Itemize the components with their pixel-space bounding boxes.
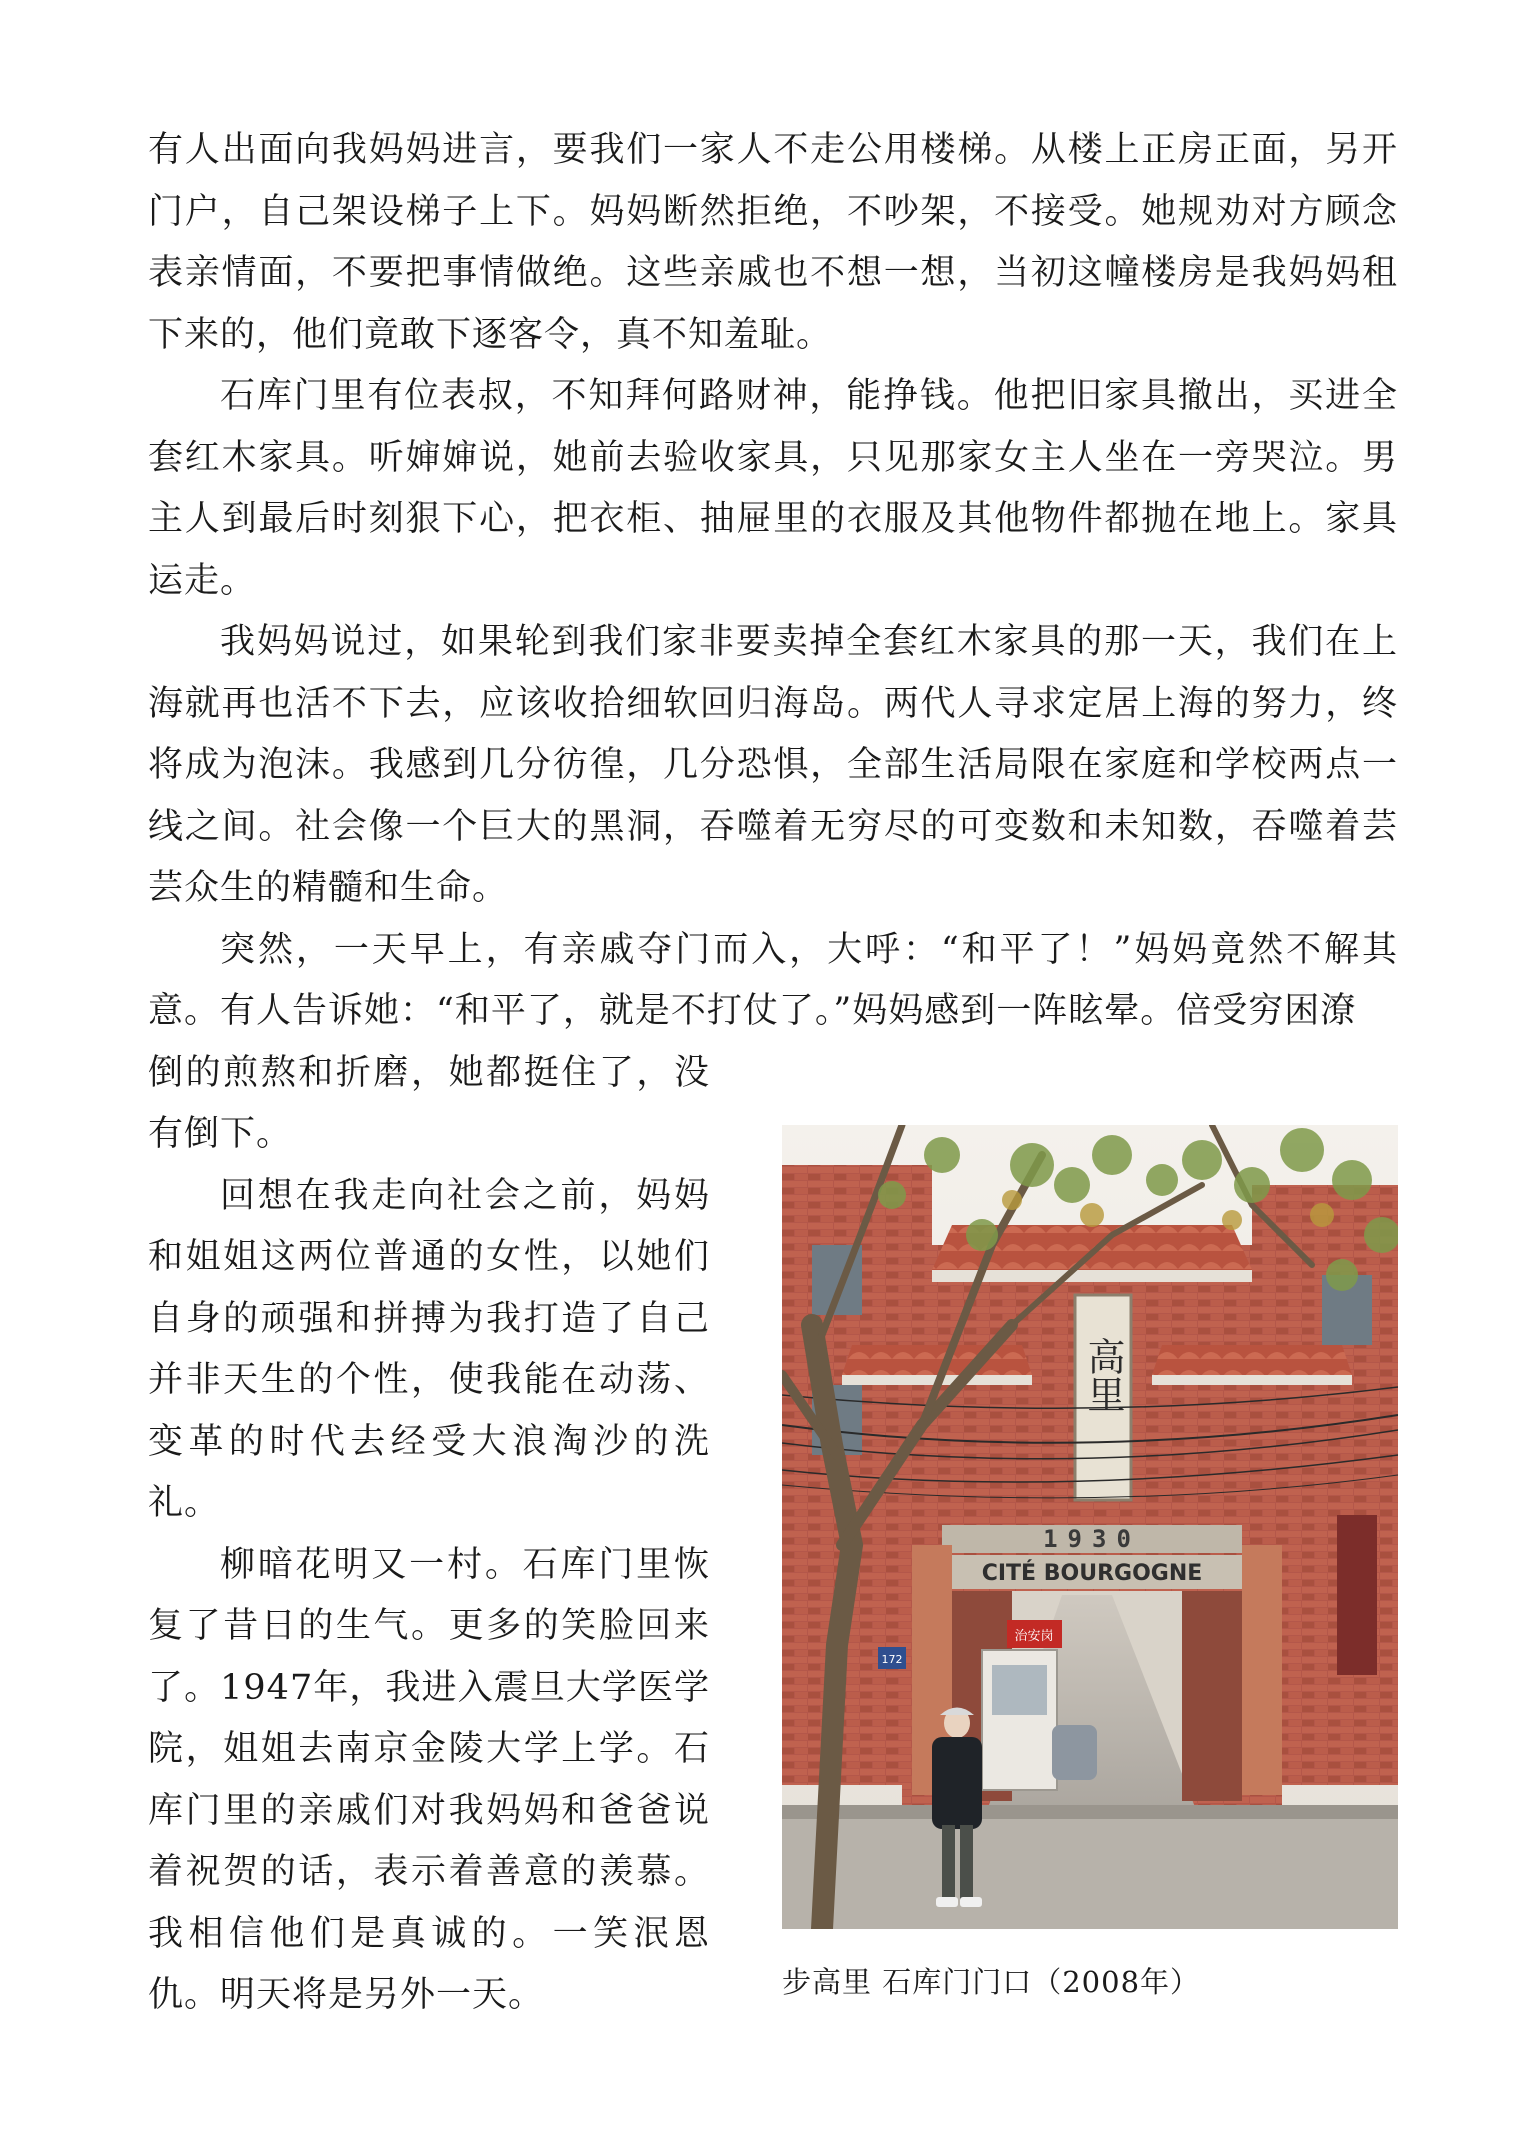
paragraph-3: 我妈妈说过，如果轮到我们家非要卖掉全套红木家具的那一天，我们在上海就再也活不下去，应该收拾细软回归海岛。两代人寻求定居上海的努力，终将成为泡沫。我感到几分彷徨，几分恐惧，全部生活局限在家庭和学校两点一线之间。社会像一个巨大的黑洞，吞噬着无穷尽的可变数和未知数，吞噬着芸芸众生的精髓和生命。 [148, 622, 1398, 908]
paragraph-4-continued: 倒的煎熬和折磨，她都挺住了，没有倒下。 [148, 1052, 710, 1154]
paragraph-5: 回想在我走向社会之前，妈妈和姐姐这两位普通的女性，以她们自身的顽强和拼搏为我打造了自己并非天生的个性，使我能在动荡、变革的时代去经受大浪淘沙的洗礼。 [148, 1175, 710, 1523]
paragraph-2: 石库门里有位表叔，不知拜何路财神，能挣钱。他把旧家具撤出，买进全套红木家具。听婶婶说，她前去验收家具，只见那家女主人坐在一旁哭泣。男主人到最后时刻狠下心，把衣柜、抽屉里的衣服及其他物件都抛在地上。家具运走。 [148, 376, 1398, 601]
photo-figure [782, 1125, 1398, 1999]
red-sign-text: 治安岗 [1014, 1629, 1054, 1644]
name-plaque-text: 高里 [1081, 1337, 1125, 1413]
photo-caption: 步高里 石库门门口（2008年） [782, 1965, 1201, 1999]
gate-year-text: 1930 [1043, 1525, 1141, 1553]
paragraph-4: 突然，一天早上，有亲戚夺门而入，大呼：“和平了！”妈妈竟然不解其意。有人告诉她：“和平了，就是不打仗了。”妈妈感到一阵眩晕。倍受穷困潦 [148, 929, 1398, 1031]
house-number-text: 172 [881, 1653, 903, 1666]
document-page [148, 120, 1398, 2080]
paragraph-6: 柳暗花明又一村。石库门里恢复了昔日的生气。更多的笑脸回来了。1947年，我进入震旦大学医学院，姐姐去南京金陵大学上学。石库门里的亲戚们对我妈妈和爸爸说着祝贺的话，表示着善意的羡慕。我相信他们是真诚的。一笑泯恩仇。明天将是另外一天。 [148, 1544, 710, 2015]
gate-name-text: CITÉ BOURGOGNE [981, 1561, 1203, 1586]
shikumen-gate-photo [782, 1125, 1398, 1929]
paragraph-1: 有人出面向我妈妈进言，要我们一家人不走公用楼梯。从楼上正房正面，另开门户，自己架设梯子上下。妈妈断然拒绝，不吵架，不接受。她规劝对方顾念表亲情面，不要把事情做绝。这些亲戚也不想一想，当初这幢楼房是我妈妈租下来的，他们竟敢下逐客令，真不知羞耻。 [148, 130, 1398, 355]
